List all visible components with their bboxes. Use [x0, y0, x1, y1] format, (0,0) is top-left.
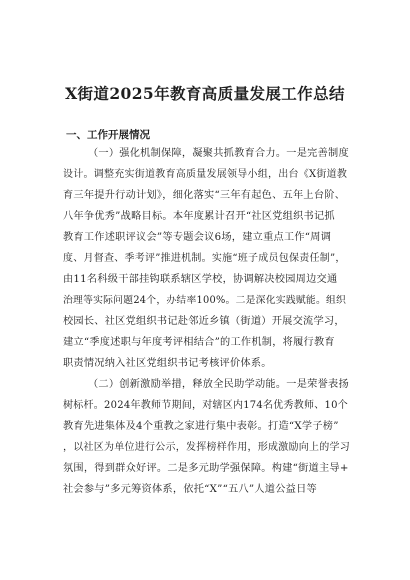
paragraph-line: 育三年提升行动计划》，细化落实“三年有起色、五年上台阶、: [63, 190, 346, 201]
paragraph-line: 氛围，得到群众好评。二是多元助学强保障。构建“街道主导+: [63, 463, 349, 474]
paragraph-line: （二）创新激励举措，释放全民助学动能。一是荣誉表扬: [88, 379, 349, 390]
paragraph-line: 社会参与”多元筹资体系，依托“X”“五八”人道公益日等: [63, 484, 317, 495]
paragraph-line: 八年争优秀”战略目标。本年度累计召开“社区党组织书记抓: [63, 211, 335, 222]
paragraph-line: 教育工作述职评议会”等专题会议6场，建立重点工作“周调: [63, 232, 332, 243]
section-heading: 一、工作开展情况: [66, 129, 150, 141]
paragraph-line: 由11名科级干部挂钩联系辖区学校，协调解决校园周边交通: [63, 274, 338, 285]
paragraph-line: 教育先进集体及4个重教之家进行集中表彰。打造“X学子榜”: [63, 421, 339, 432]
paragraph-line: 度、月督查、季考评”推进机制。实施“班子成员包保责任制”，: [63, 253, 346, 264]
document-title: X街道2025年教育高质量发展工作总结: [65, 84, 345, 103]
paragraph-line: 树标杆。2024年教师节期间，对辖区内174名优秀教师、10个: [63, 400, 349, 411]
paragraph-line: 职责情况纳入社区党组织书记考核评价体系。: [63, 358, 272, 369]
paragraph-line: 设计。调整充实街道教育高质量发展领导小组，出台《X街道教: [63, 169, 348, 180]
paragraph-line: 建立“季度述职与年度考评相结合”的工作机制，将履行教育: [63, 337, 335, 348]
paragraph-line: ，以社区为单位进行公示，发挥榜样作用，形成激励向上的学习: [63, 442, 350, 453]
paragraph-line: （一）强化机制保障，凝聚共抓教育合力。一是完善制度: [88, 148, 349, 159]
paragraph-line: 治理等实际问题24个，办结率100%。二是深化实践赋能。组织: [63, 295, 347, 306]
paragraph-line: 校园长、社区党组织书记赴邻近乡镇（街道）开展交流学习，: [63, 316, 345, 327]
